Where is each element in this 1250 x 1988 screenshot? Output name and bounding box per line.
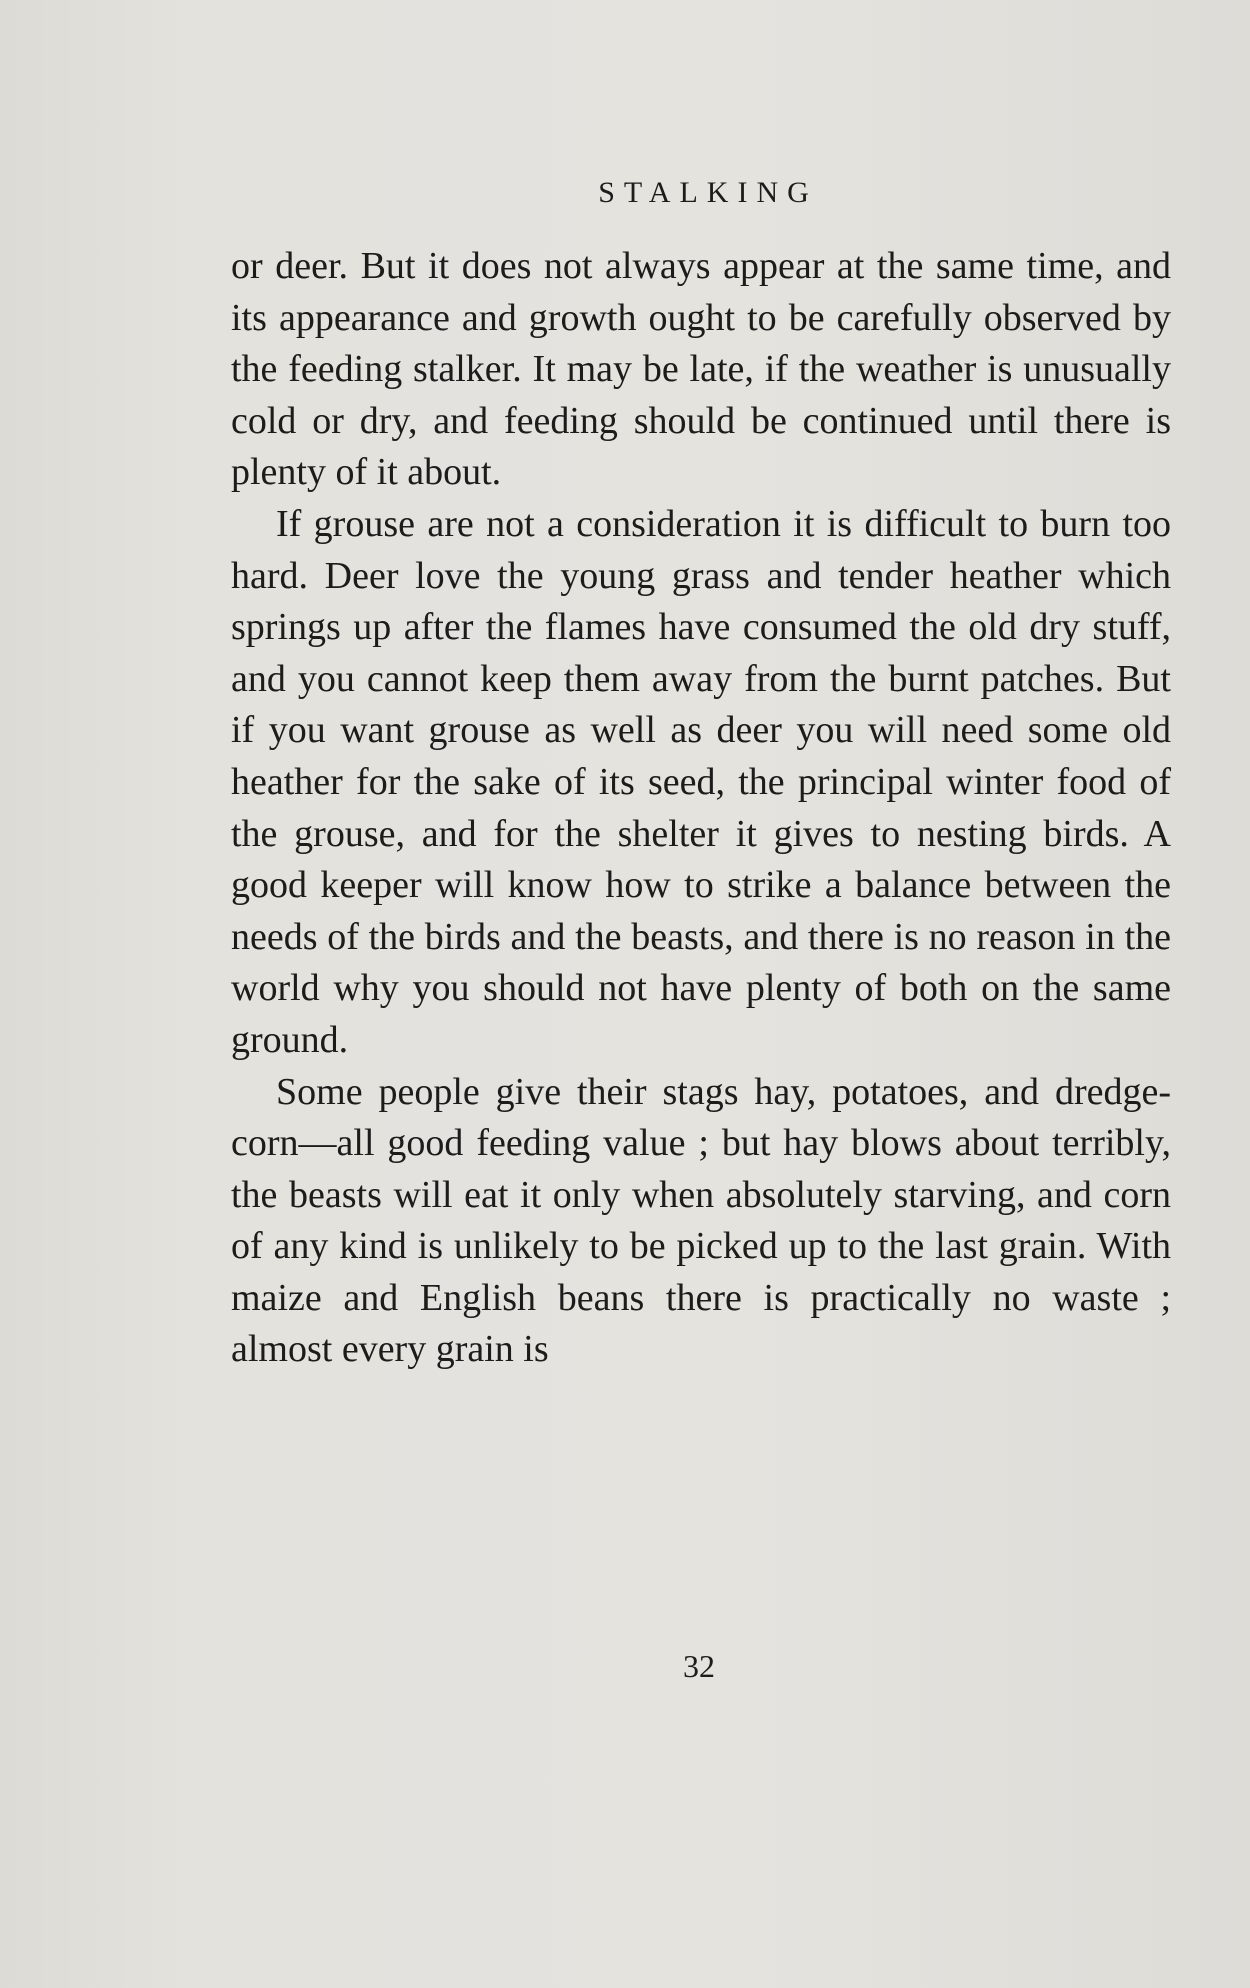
paragraph-1: or deer. But it does not always appear at the same time, and its appearance and growth ought to be carefully observed by the feeding stalker. It may be late, if the weather is unusually cold or dry, and feeding should be continued until there is plenty of it about. xyxy=(231,245,1171,494)
page-number: 32 xyxy=(683,1648,715,1684)
body-text xyxy=(231,241,1171,1376)
paragraph-2: If grouse are not a consideration it is difficult to burn too hard. Deer love the young grass and tender heather which springs up after the flames have consumed the old dry stuff, and you cannot keep them away from the burnt patches. But if you want grouse as well as deer you will need some old heather for the sake of its seed, the principal winter food of the grouse, and for the shelter it gives to nesting birds. A good keeper will know how to strike a balance between the needs of the birds and the beasts, and there is no reason in the world why you should not have plenty of both on the same ground. xyxy=(231,502,1171,1061)
paragraph-3: Some people give their stags hay, potatoes, and dredge-corn—all good feeding value ; but hay blows about terribly, the beasts will eat it only when absolutely starving, and corn of any kind is unlikely to be picked up to the last grain. With maize and English beans there is practically no waste ; almost every grain is xyxy=(231,1070,1171,1371)
running-head: STALKING xyxy=(598,176,818,209)
